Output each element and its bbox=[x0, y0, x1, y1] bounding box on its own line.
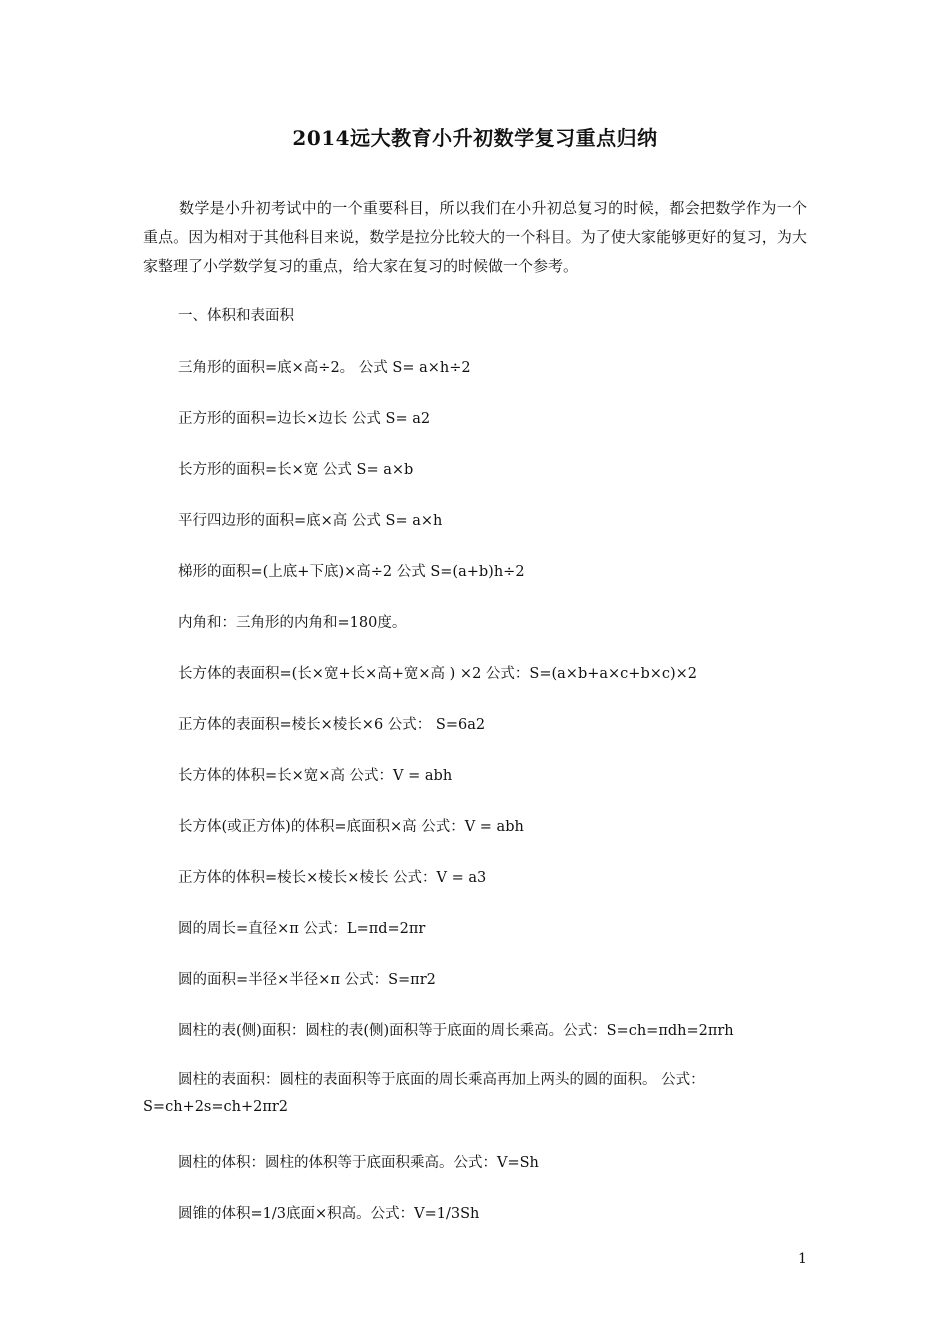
formula-line: 长方形的面积=长×宽 公式 S= a×b bbox=[178, 462, 414, 478]
formula-line: 正方体的体积=棱长×棱长×棱长 公式：V = a3 bbox=[178, 870, 487, 886]
section-heading: 一、体积和表面积 bbox=[178, 308, 294, 324]
formula-line: 长方体(或正方体)的体积=底面积×高 公式：V = abh bbox=[178, 819, 524, 835]
document-title: 2014远大教育小升初数学复习重点归纳 bbox=[292, 126, 658, 150]
formula-line: 三角形的面积=底×高÷2。 公式 S= a×h÷2 bbox=[178, 360, 471, 376]
formula-line: 正方形的面积=边长×边长 公式 S= a2 bbox=[178, 411, 431, 427]
formula-line: 圆锥的体积=1/3底面×积高。公式：V=1/3Sh bbox=[178, 1206, 480, 1222]
formula-line: 圆的面积=半径×半径×π 公式：S=πr2 bbox=[178, 972, 436, 988]
formula-line: 圆柱的体积：圆柱的体积等于底面积乘高。公式：V=Sh bbox=[178, 1155, 539, 1171]
formula-line: 圆的周长=直径×π 公式：L=πd=2πr bbox=[178, 921, 426, 937]
intro-paragraph: 数学是小升初考试中的一个重要科目，所以我们在小升初总复习的时候，都会把数学作为一个重点。因为相对于其他科目来说，数学是拉分比较大的一个科目。为了使大家能够更好的复习，为大家整理了小学数学复习的重点，给大家在复习的时候做一个参考。 bbox=[143, 199, 807, 275]
formula-line: 长方体的体积=长×宽×高 公式：V = abh bbox=[178, 768, 453, 784]
formula-line: 平行四边形的面积=底×高 公式 S= a×h bbox=[178, 513, 443, 529]
formula-line: 圆柱的表面积：圆柱的表面积等于底面的周长乘高再加上两头的圆的面积。 公式：S=ch+2s=ch+2πr2 bbox=[143, 1072, 705, 1115]
formula-line: 长方体的表面积=(长×宽+长×高+宽×高 ) ×2 公式：S=(a×b+a×c+b×c)×2 bbox=[178, 666, 698, 682]
formula-line: 梯形的面积=(上底+下底)×高÷2 公式 S=(a+b)h÷2 bbox=[178, 564, 525, 580]
formula-line: 内角和：三角形的内角和=180度。 bbox=[178, 615, 407, 631]
page-number: 1 bbox=[798, 1251, 807, 1267]
formula-line: 圆柱的表(侧)面积：圆柱的表(侧)面积等于底面的周长乘高。公式：S=ch=πdh=2πrh bbox=[178, 1023, 734, 1039]
formula-line: 正方体的表面积=棱长×棱长×6 公式： S=6a2 bbox=[178, 717, 486, 733]
